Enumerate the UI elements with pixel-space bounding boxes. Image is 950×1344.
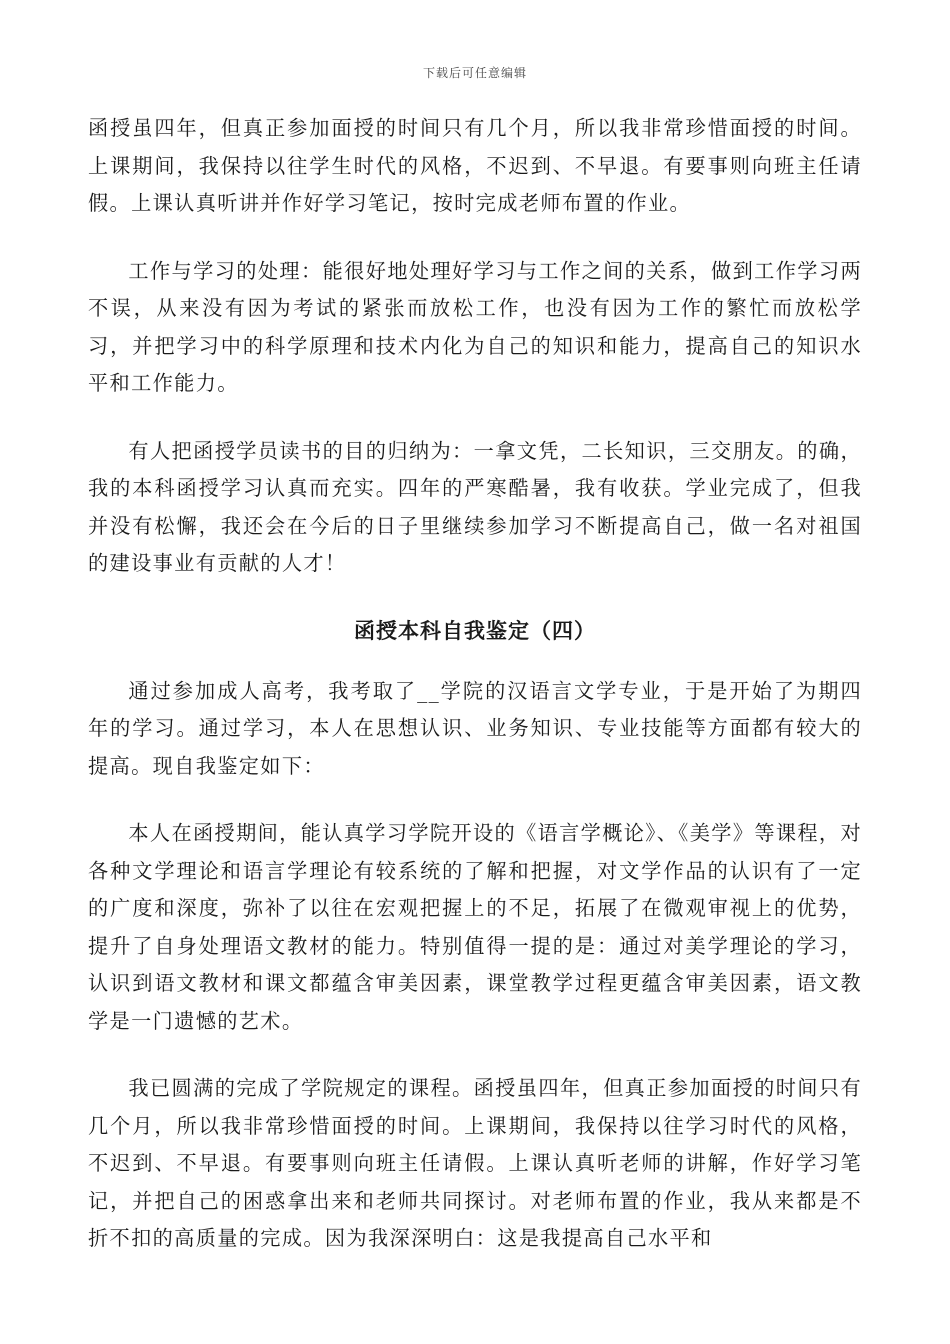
page-header-note: 下载后可任意编辑 <box>422 66 527 80</box>
paragraph-3: 有人把函授学员读书的目的归纳为：一拿文凭，二长知识，三交朋友。的确，我的本科函授学习认真而充实。四年的严寒酷暑，我有收获。学业完成了，但我并没有松懈，我还会在今后的日子里继续参加学习不断提高自己，做一名对祖国的建设事业有贡献的人才！ <box>88 438 862 575</box>
paragraph-2: 工作与学习的处理：能很好地处理好学习与工作之间的关系，做到工作学习两不误，从来没有因为考试的紧张而放松工作，也没有因为工作的繁忙而放松学习，并把学习中的科学原理和技术内化为自己的知识和能力，提高自己的知识水平和工作能力。 <box>88 258 862 395</box>
section-title: 函授本科自我鉴定（四） <box>354 617 596 643</box>
paragraph-4: 通过参加成人高考，我考取了__学院的汉语言文学专业，于是开始了为期四年的学习。通过学习，本人在思想认识、业务知识、专业技能等方面都有较大的提高。现自我鉴定如下： <box>88 678 862 778</box>
paragraph-5: 本人在函授期间，能认真学习学院开设的《语言学概论》、《美学》等课程，对各种文学理论和语言学理论有较系统的了解和把握，对文学作品的认识有了一定的广度和深度，弥补了以往在宏观把握上的不足，拓展了在微观审视上的优势，提升了自身处理语文教材的能力。特别值得一提的是：通过对美学理论的学习，认识到语文教材和课文都蕴含审美因素，课堂教学过程更蕴含审美因素，语文教学是一门遗憾的艺术。 <box>88 821 863 1033</box>
paragraph-6: 我已圆满的完成了学院规定的课程。函授虽四年，但真正参加面授的时间只有几个月，所以我非常珍惜面授的时间。上课期间，我保持以往学习时代的风格，不迟到、不早退。有要事则向班主任请假。上课认真听老师的讲解，作好学习笔记，并把自己的困惑拿出来和老师共同探讨。对老师布置的作业，我从来都是不折不扣的高质量的完成。因为我深深明白：这是我提高自己水平和 <box>88 1076 862 1250</box>
paragraph-1: 函授虽四年，但真正参加面授的时间只有几个月，所以我非常珍惜面授的时间。上课期间，我保持以往学生时代的风格，不迟到、不早退。有要事则向班主任请假。上课认真听讲并作好学习笔记，按时完成老师布置的作业。 <box>88 116 862 215</box>
document-body <box>88 110 862 1288</box>
